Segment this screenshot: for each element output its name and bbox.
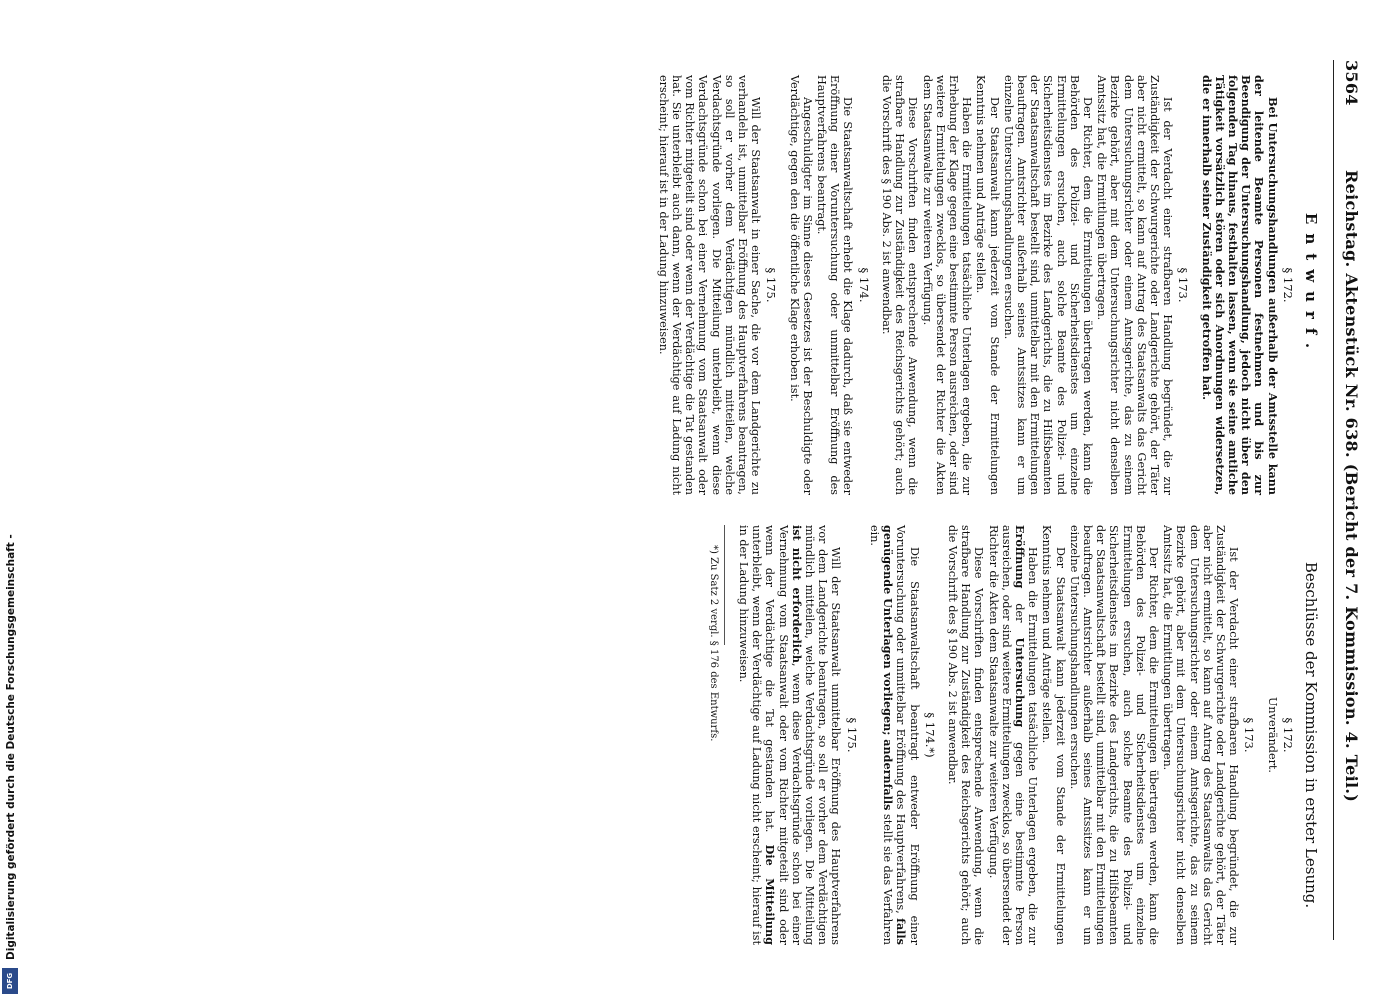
page-number: 3564 <box>1342 60 1361 106</box>
header-rule <box>1333 60 1334 940</box>
section-173-para: Diese Vorschriften finden entsprechende Anwendung, wenn die strafbare Handlung zur Zuständigkeit des Reichsgerichts gehört; auch die Vorschrift des § 190 Abs. 2 ist anwendbar. <box>945 525 986 945</box>
section-174-para: Die Staatsanwaltschaft beantragt entweder Eröffnung einer Voruntersuchung oder unmittelbar Eröffnung des Hauptverfahrens, falls genügende Unterlagen vorliegen; andernfalls stellt sie das Verfahren ein. <box>867 525 921 945</box>
commission-column <box>707 525 1321 945</box>
section-174-title: § 174.*) <box>922 712 937 758</box>
section-173-para: Diese Vorschriften finden entsprechende Anwendung, wenn die strafbare Handlung zur Zuständigkeit des Reichsgerichts gehört; auch die Vorschrift des § 190 Abs. 2 ist anwendbar. <box>879 75 920 495</box>
section-175-para: Will der Staatsanwalt unmittelbar Eröffnung des Hauptverfahrens vor dem Landgerichte beantragen, so soll er vorher dem Verdächtigen mündlich mitteilen, welche Verdachtsgründe vorliegen. Die Mitteilung ist nicht erforderlich, wenn diese Verdachtsgründe schon bei einer Vernehmung vom Staatsanwalt oder vom Richter mitgeteilt sind oder wenn der Verdächtige die Tat gestanden hat. Die Mitteilung unterbleibt, wenn der Verdächtige auf Ladung nicht erscheint; hierauf ist in der Ladung hinzuweisen. <box>737 525 843 946</box>
section-173-para: Haben die Ermittelungen tatsächliche Unterlagen ergeben, die zur Erhebung der Klage gegen eine bestimmte Person ausreichen, oder sind weitere Ermittelungen zwecklos, so übersendet der Richter die Akten dem Staatsanwalte zur weiteren Verfügung. <box>920 75 974 495</box>
commission-heading: Beschlüsse der Kommission in erster Lesung. <box>1302 561 1320 909</box>
section-173-para: Der Staatsanwalt kann jederzeit vom Stande der Ermittelungen Kenntnis nehmen und Anträge stellen. <box>974 75 1001 495</box>
section-172-text: Unverändert. <box>1265 697 1279 773</box>
section-172-title: § 172. <box>1280 267 1295 303</box>
section-174-title: § 174. <box>856 267 871 303</box>
digitization-credit: Digitalisierung gefördert durch die Deutsche Forschungsgemeinschaft - <box>5 534 17 960</box>
section-175-title: § 175. <box>764 267 779 303</box>
draft-heading: Entwurf. <box>1302 212 1320 358</box>
section-173-title: § 173. <box>1242 717 1257 753</box>
section-173-para: Ist der Verdacht einer strafbaren Handlung begründet, die zur Zuständigkeit der Schwurgerichte oder Landgerichte gehört, der Täter aber nicht ermittelt, so kann auf Antrag des Staatsanwalts das Gericht dem Untersuchungsrichter oder einem Amtsgerichte, das zu seinem Bezirke gehört, aber mit dem Untersuchungsrichter nicht denselben Amtssitz hat, die Ermittlungen übertragen. <box>1161 525 1241 945</box>
section-173-para: Ist der Verdacht einer strafbaren Handlung begründet, die zur Zuständigkeit der Schwurgerichte oder Landgerichte gehört, der Täter aber nicht ermittelt, so kann auf Antrag des Staatsanwalts das Gericht dem Untersuchungsrichter oder einem Amtsgerichte, das zu seinem Bezirke gehört, aber mit dem Untersuchungsrichter nicht denselben Amtssitz hat, die Ermittlungen übertragen. <box>1095 75 1175 495</box>
page-header <box>1333 60 1365 940</box>
section-175-para: Will der Staatsanwalt in einer Sache, die vor dem Landgerichte zu verhandeln ist, unmittelbar Eröffnung des Hauptverfahrens beantragen, so soll er vorher dem Verdächtigen mündlich mitteilen, welche Verdachtsgründe vorliegen. Die Mitteilung unterbleibt, wenn diese Verdachtsgründe schon bei einer Vernehmung vom Staatsanwalt oder vom Richter mitgeteilt sind oder wenn der Verdächtige die Tat gestanden hat. Sie unterbleibt auch dann, wenn der Verdächtige auf Ladung nicht erscheint; hierauf ist in der Ladung hinzuweisen. <box>656 75 763 495</box>
page-title: Reichstag. Aktenstück Nr. 638. (Bericht der 7. Kommission. 4. Teil.) <box>1342 170 1361 803</box>
dfg-logo-icon: DFG <box>2 968 18 994</box>
section-173-para: Der Staatsanwalt kann jederzeit vom Stande der Ermittelungen Kenntnis nehmen und Anträge stellen. <box>1040 525 1067 945</box>
section-172-text: Bei Untersuchungshandlungen außerhalb der Amtsstelle kann der leitende Beamte Personen festnehmen und bis zur Beendigung der Untersuchungshandlung, jedoch nicht über den folgenden Tag hinaus, festhalten lassen, wenn sie seine amtliche Tätigkeit vorsätzlich stören oder sich Anordnungen widersetzen, die er innerhalb seiner Zuständigkeit getroffen hat. <box>1199 75 1280 495</box>
section-174-para: Die Staatsanwaltschaft erhebt die Klage dadurch, daß sie entweder Eröffnung einer Voruntersuchung oder unmittelbar Eröffnung des Hauptverfahrens beantragt. <box>815 75 855 495</box>
footnote-rule <box>724 525 725 645</box>
section-172-title: § 172. <box>1280 717 1295 753</box>
section-174-para: Angeschuldigter im Sinne dieses Gesetzes ist der Beschuldigte oder Verdächtige, gegen den die öffentliche Klage erhoben ist. <box>787 75 814 495</box>
section-173-para: Der Richter, dem die Ermittelungen übertragen werden, kann die Behörden des Polizei- und Sicherheitsdienstes um einzelne Ermittelungen ersuchen, auch solche Beamte des Polizei- und Sicherheitsdienstes im Bezirke des Landgerichts, die zu Hilfsbeamten der Staatsanwaltschaft bestellt sind, unmittelbar mit den Ermittelungen beauftragen. Amtsrichter außerhalb seines Amtssitzes kann er um einzelne Untersuchungshandlungen ersuchen. <box>1067 525 1160 945</box>
draft-column <box>656 75 1321 495</box>
section-173-para: Haben die Ermittelungen tatsächliche Unterlagen ergeben, die zur Eröffnung der Untersuchung gegen eine bestimmte Person ausreichen, oder sind weitere Ermittelungen zwecklos, so übersendet der Richter die Akten dem Staatsanwalte zur weiteren Verfügung. <box>986 525 1040 945</box>
section-175-title: § 175. <box>844 717 859 753</box>
section-173-title: § 173. <box>1176 267 1191 303</box>
section-173-para: Der Richter, dem die Ermittelungen übertragen werden, kann die Behörden des Polizei- und Sicherheitsdienstes um einzelne Ermittelungen ersuchen, auch solche Beamte des Polizei- und Sicherheitsdienstes im Bezirke des Landgerichts, die zu Hilfsbeamten der Staatsanwaltschaft bestellt sind, unmittelbar mit den Ermittelungen beauftragen. Amtsrichter außerhalb seines Amtssitzes kann er um einzelne Untersuchungshandlungen ersuchen. <box>1001 75 1094 495</box>
footnote: *) Zu Satz 2 vergl. § 176 des Entwurfs. <box>707 545 719 742</box>
